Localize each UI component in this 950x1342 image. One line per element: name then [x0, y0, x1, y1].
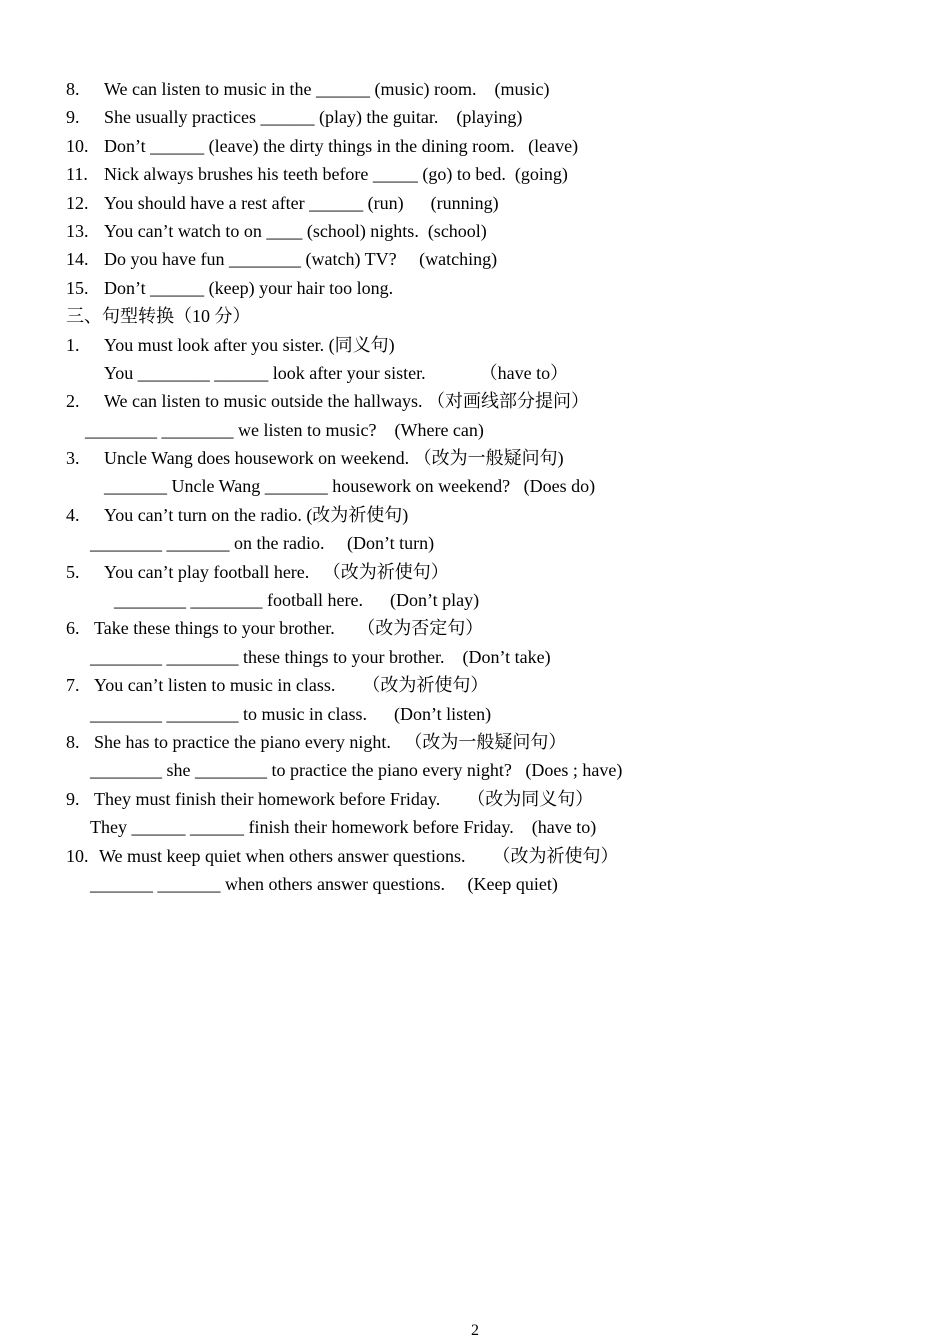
- item-number: 13.: [66, 221, 89, 241]
- transform-question: [66, 504, 408, 526]
- transform-answer: _______ _______ when others answer questions. (Keep quiet): [90, 874, 558, 894]
- item-number: 8.: [66, 732, 80, 752]
- item-text: Don’t ______ (leave) the dirty things in the dining room. (leave): [104, 136, 579, 156]
- item-number: 12.: [66, 193, 89, 213]
- item-text: Don’t ______ (keep) your hair too long.: [104, 278, 394, 298]
- item-number: 9.: [66, 107, 80, 127]
- item-number: 4.: [66, 505, 80, 525]
- transform-question: [66, 561, 449, 583]
- item-text: She usually practices ______ (play) the guitar. (playing): [104, 107, 523, 127]
- transform-question: [66, 731, 566, 753]
- transform-question: [66, 447, 564, 469]
- item-number: 3.: [66, 448, 80, 468]
- question-text: Take these things to your brother. （改为否定句）: [94, 618, 484, 638]
- fill-in-item: [66, 277, 393, 299]
- item-text: We can listen to music in the ______ (music) room. (music): [104, 79, 550, 99]
- item-number: 2.: [66, 391, 80, 411]
- item-number: 8.: [66, 79, 80, 99]
- transform-question: [66, 674, 488, 696]
- question-text: You must look after you sister. (同义句): [104, 335, 395, 355]
- transform-answer: ________ _______ on the radio. (Don’t turn): [90, 533, 435, 553]
- question-text: You can’t turn on the radio. (改为祈使句): [104, 505, 409, 525]
- transform-question: [66, 845, 618, 867]
- transform-question: [66, 617, 483, 639]
- fill-in-item: [66, 106, 522, 128]
- item-text: Do you have fun ________ (watch) TV? (watching): [104, 249, 498, 269]
- transform-question: [66, 334, 395, 356]
- question-text: You can’t listen to music in class. （改为祈使句）: [94, 675, 489, 695]
- transform-answer: _______ Uncle Wang _______ housework on weekend? (Does do): [104, 476, 596, 496]
- item-number: 6.: [66, 618, 80, 638]
- question-text: She has to practice the piano every night. （改为一般疑问句）: [94, 732, 567, 752]
- item-number: 7.: [66, 675, 80, 695]
- item-text: You can’t watch to on ____ (school) nights. (school): [104, 221, 487, 241]
- fill-in-item: [66, 135, 578, 157]
- transform-answer: ________ ________ we listen to music? (Where can): [85, 420, 484, 440]
- item-text: You should have a rest after ______ (run) (running): [104, 193, 499, 213]
- question-text: They must finish their homework before Friday. （改为同义句）: [94, 789, 594, 809]
- transform-answer: They ______ ______ finish their homework before Friday. (have to): [90, 817, 597, 837]
- transform-question: [66, 390, 589, 412]
- item-text: Nick always brushes his teeth before _____ (go) to bed. (going): [104, 164, 568, 184]
- section-heading: 三、句型转换（10 分）: [66, 306, 251, 326]
- question-text: You can’t play football here. （改为祈使句）: [104, 562, 449, 582]
- transform-answer: ________ ________ to music in class. (Don’t listen): [90, 704, 492, 724]
- item-number: 9.: [66, 789, 80, 809]
- item-number: 5.: [66, 562, 80, 582]
- question-text: Uncle Wang does housework on weekend. （改为一般疑问句): [104, 448, 564, 468]
- transform-answer: You ________ ______ look after your sister. （have to）: [104, 363, 569, 383]
- item-number: 10.: [66, 136, 89, 156]
- item-number: 1.: [66, 335, 80, 355]
- item-number: 11.: [66, 164, 88, 184]
- fill-in-item: [66, 78, 549, 100]
- transform-answer: ________ ________ these things to your brother. (Don’t take): [90, 647, 551, 667]
- fill-in-item: [66, 163, 568, 185]
- transform-answer: ________ she ________ to practice the piano every night? (Does ; have): [90, 760, 623, 780]
- item-number: 10.: [66, 846, 89, 866]
- page-number: 2: [471, 1322, 479, 1339]
- fill-in-item: [66, 248, 497, 270]
- item-number: 14.: [66, 249, 89, 269]
- fill-in-item: [66, 192, 499, 214]
- fill-in-item: [66, 220, 487, 242]
- question-text: We must keep quiet when others answer questions. （改为祈使句）: [99, 846, 619, 866]
- question-text: We can listen to music outside the hallways. （对画线部分提问）: [104, 391, 589, 411]
- item-number: 15.: [66, 278, 89, 298]
- transform-answer: ________ ________ football here. (Don’t play): [114, 590, 480, 610]
- transform-question: [66, 788, 593, 810]
